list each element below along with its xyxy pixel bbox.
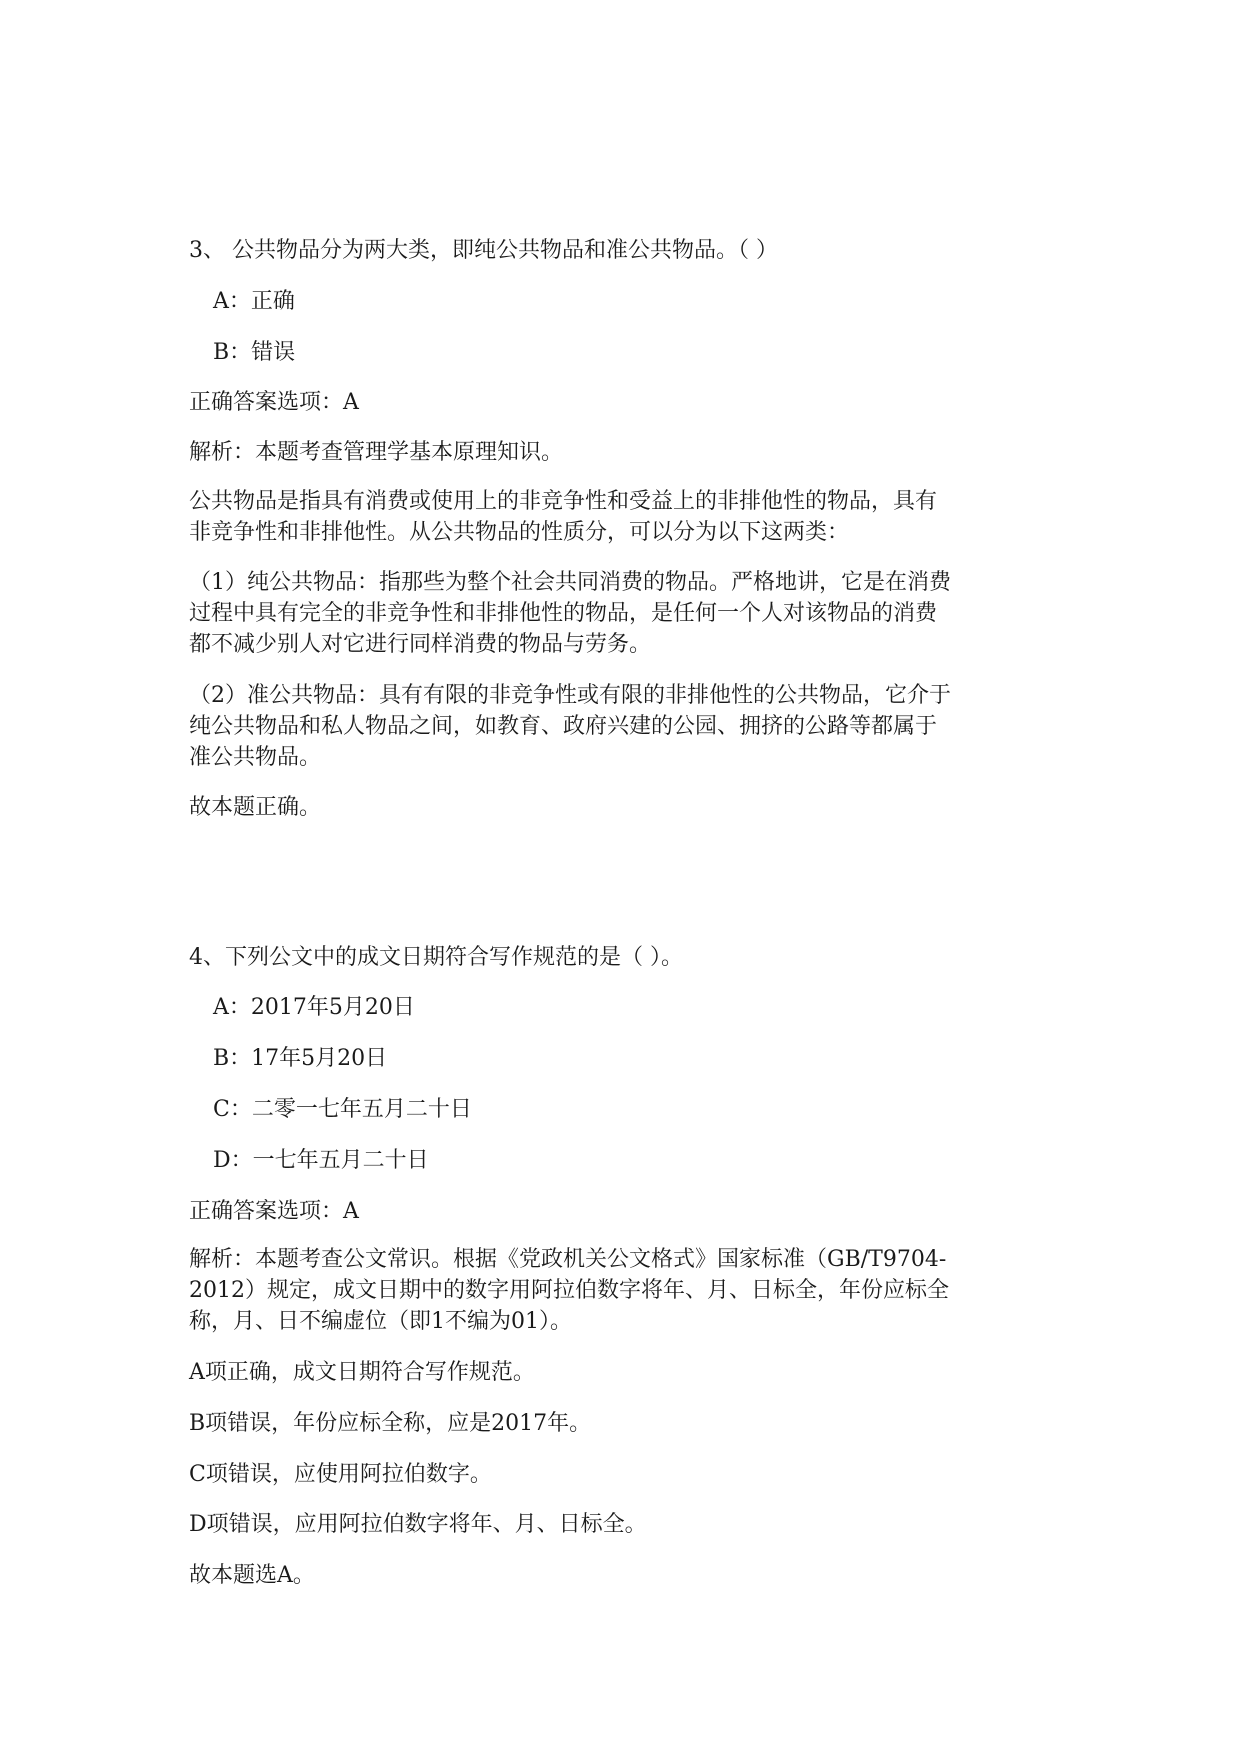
q3-explanation-1-line-1: 公共物品是指具有消费或使用上的非竞争性和受益上的非排他性的物品，具有 bbox=[189, 489, 938, 514]
q3-conclusion: 故本题正确。 bbox=[189, 795, 322, 820]
q4-option-d: D：一七年五月二十日 bbox=[213, 1148, 429, 1173]
q4-item-a: A项正确，成文日期符合写作规范。 bbox=[189, 1360, 535, 1385]
q3-explanation-3-line-3: 准公共物品。 bbox=[189, 745, 322, 770]
q4-analysis-line-2: 2012）规定，成文日期中的数字用阿拉伯数字将年、月、日标全，年份应标全 bbox=[189, 1278, 949, 1303]
q4-item-c: C项错误，应使用阿拉伯数字。 bbox=[189, 1462, 492, 1487]
q3-explanation-1-line-2: 非竞争性和非排他性。从公共物品的性质分，可以分为以下这两类： bbox=[189, 520, 850, 545]
q3-option-b: B：错误 bbox=[213, 340, 296, 365]
q4-item-b: B项错误，年份应标全称，应是2017年。 bbox=[189, 1411, 592, 1436]
q3-explanation-1 bbox=[189, 486, 1059, 548]
q3-explanation-3 bbox=[189, 680, 1059, 773]
q4-question: 4、下列公文中的成文日期符合写作规范的是（ ）。 bbox=[189, 945, 683, 970]
q4-item-d: D项错误，应用阿拉伯数字将年、月、日标全。 bbox=[189, 1512, 647, 1537]
q3-option-a: A：正确 bbox=[213, 289, 295, 314]
q3-explanation-3-line-2: 纯公共物品和私人物品之间，如教育、政府兴建的公园、拥挤的公路等都属于 bbox=[189, 714, 938, 739]
q3-explanation-2-line-3: 都不减少别人对它进行同样消费的物品与劳务。 bbox=[189, 632, 652, 657]
q3-explanation-2-line-1: （1）纯公共物品：指那些为整个社会共同消费的物品。严格地讲，它是在消费 bbox=[189, 570, 951, 595]
q4-analysis-line-3: 称，月、日不编虚位（即1不编为01）。 bbox=[189, 1309, 572, 1334]
q4-analysis bbox=[189, 1244, 1059, 1337]
q3-answer: 正确答案选项：A bbox=[189, 390, 359, 415]
q4-option-a: A：2017年5月20日 bbox=[213, 995, 415, 1020]
q3-explanation-2-line-2: 过程中具有完全的非竞争性和非排他性的物品，是任何一个人对该物品的消费 bbox=[189, 601, 938, 626]
q4-conclusion: 故本题选A。 bbox=[189, 1563, 315, 1588]
q4-analysis-line-1: 解析：本题考查公文常识。根据《党政机关公文格式》国家标准（GB/T9704- bbox=[189, 1247, 947, 1272]
q4-option-b: B：17年5月20日 bbox=[213, 1046, 388, 1071]
q3-explanation-2 bbox=[189, 567, 1059, 660]
q3-question: 3、 公共物品分为两大类，即纯公共物品和准公共物品。（ ） bbox=[189, 238, 778, 263]
q4-answer: 正确答案选项：A bbox=[189, 1199, 359, 1224]
q3-analysis: 解析：本题考查管理学基本原理知识。 bbox=[189, 440, 564, 465]
q3-explanation-3-line-1: （2）准公共物品：具有有限的非竞争性或有限的非排他性的公共物品，它介于 bbox=[189, 683, 951, 708]
q4-option-c: C：二零一七年五月二十日 bbox=[213, 1097, 472, 1122]
